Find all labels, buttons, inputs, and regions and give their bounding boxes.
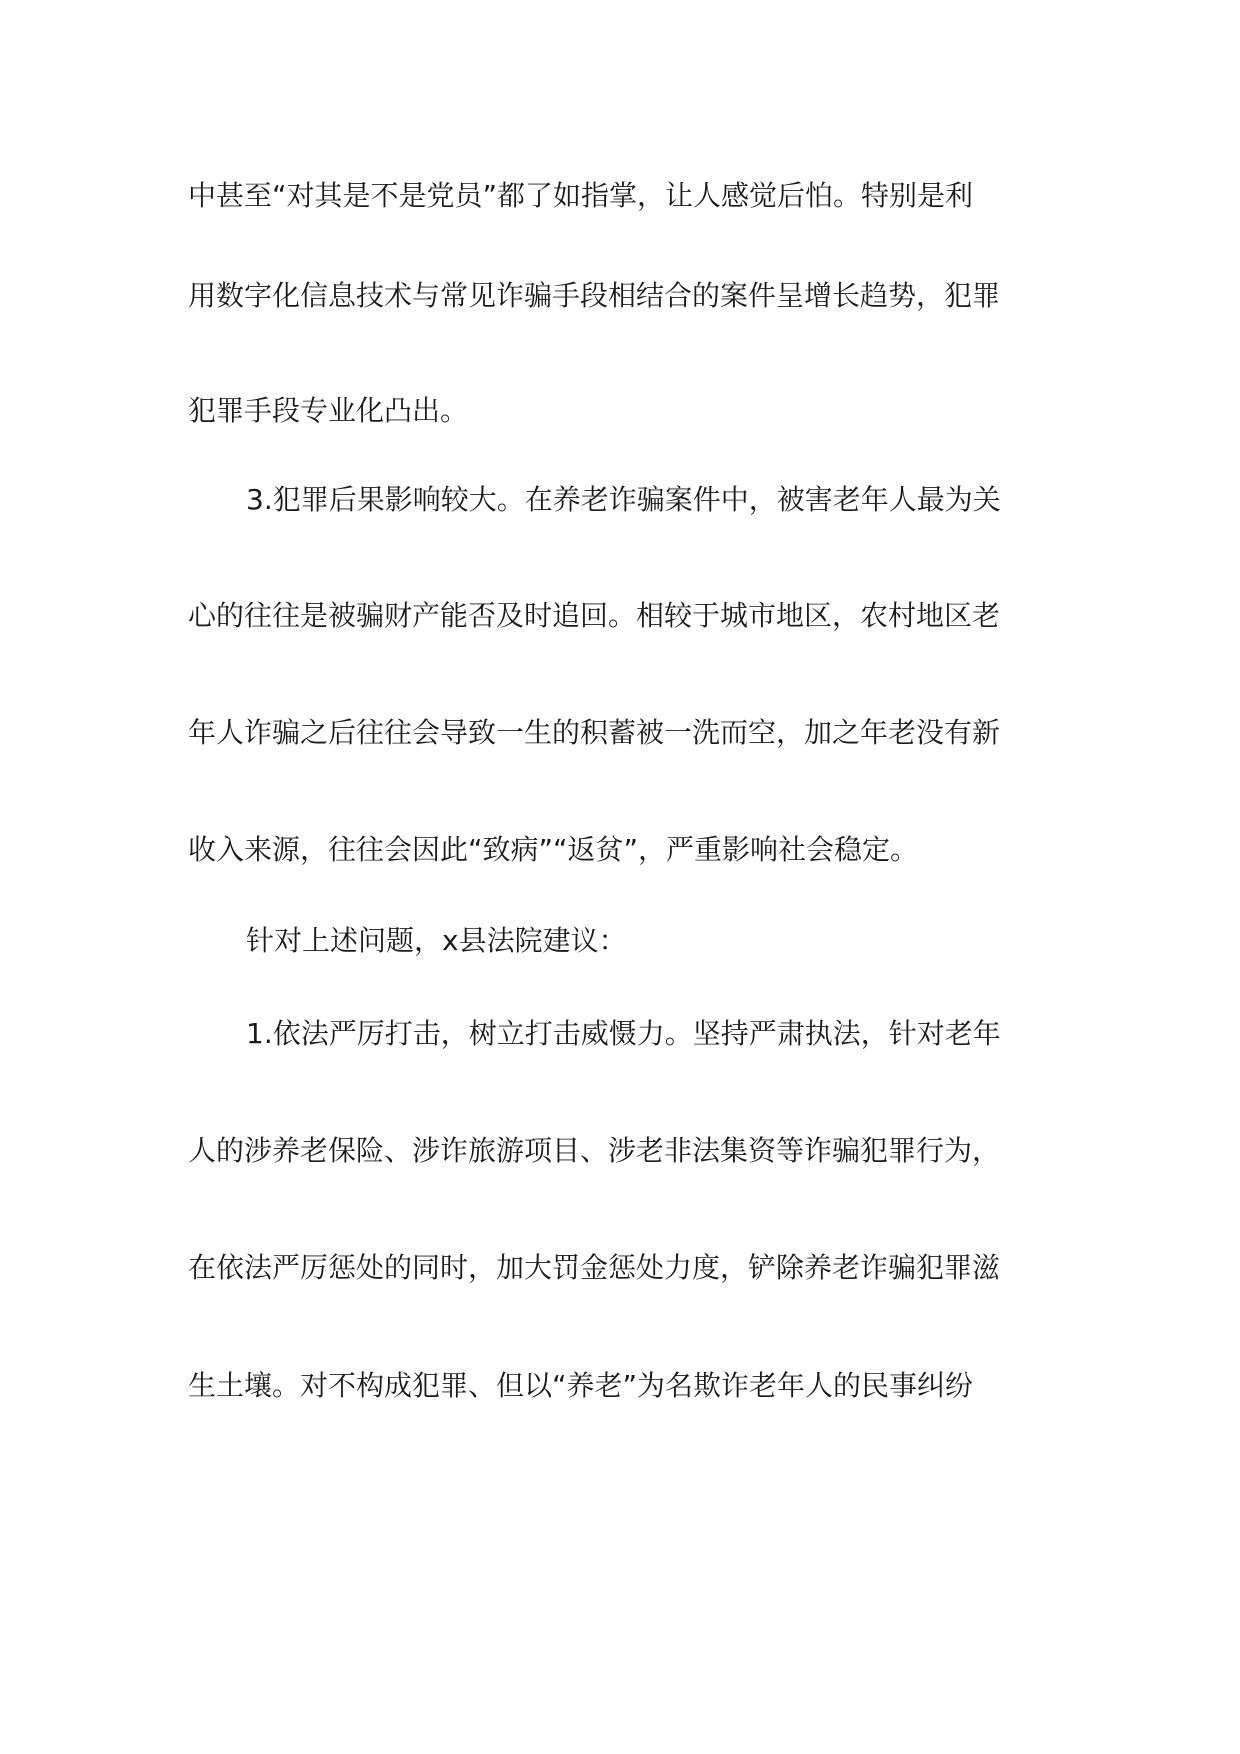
text-line-7: 收入来源，往往会因此“致病”“返贫”，严重影响社会稳定。 — [188, 833, 919, 866]
text-line-12: 生土壤。对不构成犯罪、但以“养老”为名欺诈老年人的民事纠纷 — [188, 1369, 974, 1402]
text-line-2: 用数字化信息技术与常见诈骗手段相结合的案件呈增长趋势，犯罪 — [188, 279, 1001, 312]
text-line-3: 犯罪手段专业化凸出。 — [188, 394, 469, 427]
text-line-4: 3.犯罪后果影响较大。在养老诈骗案件中，被害老年人最为关 — [246, 483, 1001, 516]
text-line-11: 在依法严厉惩处的同时，加大罚金惩处力度，铲除养老诈骗犯罪滋 — [188, 1251, 1001, 1284]
text-line-6: 年人诈骗之后往往会导致一生的积蓄被一洗而空，加之年老没有新 — [188, 716, 1001, 749]
text-line-9: 1.依法严厉打击，树立打击威慑力。坚持严肃执法，针对老年 — [246, 1017, 1001, 1050]
text-line-10: 人的涉养老保险、涉诈旅游项目、涉老非法集资等诈骗犯罪行为， — [188, 1134, 1001, 1167]
text-line-5: 心的往往是被骗财产能否及时追回。相较于城市地区，农村地区老 — [188, 599, 1001, 632]
text-line-8: 针对上述问题，x县法院建议： — [246, 924, 627, 957]
text-line-1: 中甚至“对其是不是党员”都了如指掌，让人感觉后怕。特别是利 — [188, 179, 974, 212]
